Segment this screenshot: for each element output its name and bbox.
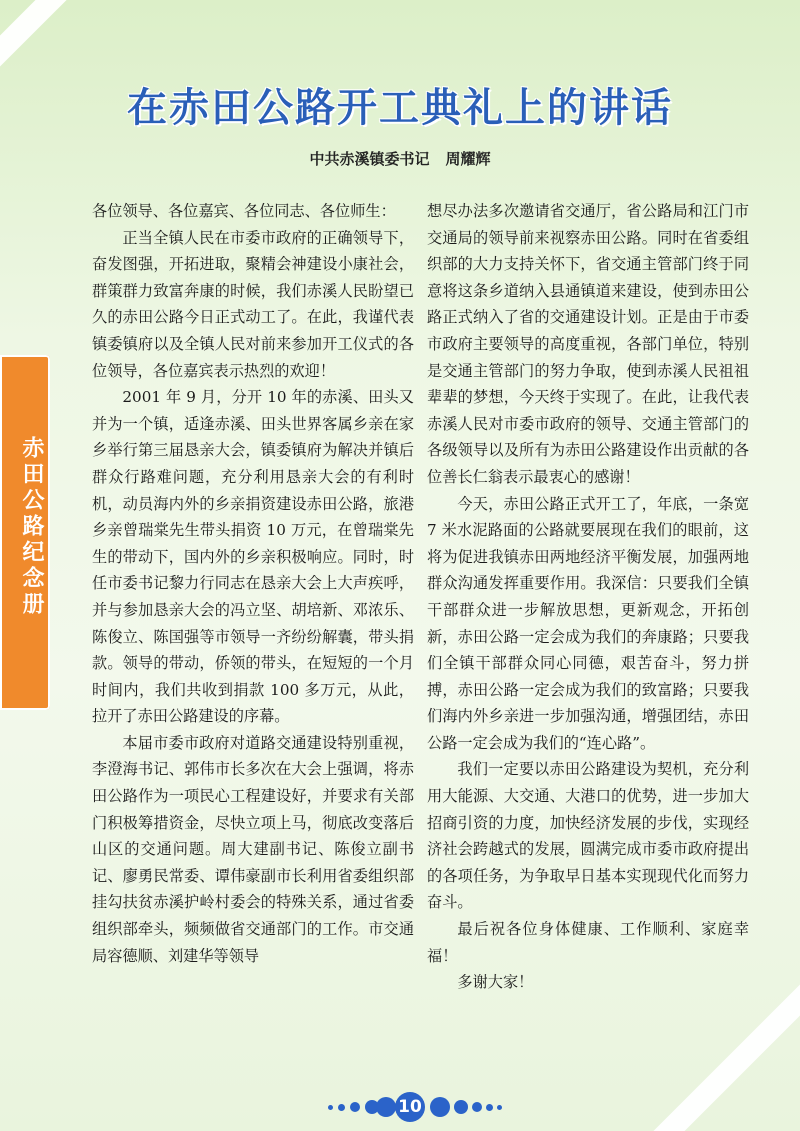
salutation-paragraph: 各位领导、各位嘉宾、各位同志、各位师生： [92, 202, 396, 220]
footer-dot [376, 1097, 396, 1117]
footer-dot [486, 1104, 493, 1111]
body-paragraph: 2001 年 9 月，分开 10 年的赤溪、田头又并为一个镇，适逢赤溪、田头世界客属乡亲在家乡举行第三届恳亲大会，镇委镇府为解决并镇后群众行路难问题，充分利用恳亲大会的有利时机，动员海内外的乡亲捐资建设赤田公路，旅港乡亲曾瑞棠先生带头捐资 10 万元，在曾瑞棠先生的带动下，国内外的乡亲积极响应。同时，时任市委书记黎力行同志在恳亲大会上大声疾呼，并与参加恳亲大会的冯立坚、胡培新、邓浓乐、陈俊立、陈国强等市领导一齐纷纷解囊，带头捐款。领导的带动，侨领的带头，在短短的一个月时间内，我们共收到捐款 100 多万元，从此，拉开了赤田公路建设的序幕。 [92, 388, 414, 726]
left-column [92, 198, 414, 969]
page-number: 10 [395, 1092, 425, 1122]
footer-dot [430, 1097, 450, 1117]
footer-dot [338, 1104, 345, 1111]
footer-dot [328, 1105, 333, 1110]
body-paragraph: 今天，赤田公路正式开工了，年底，一条宽 7 米水泥路面的公路就要展现在我们的眼前，这将为促进我镇赤田两地经济平衡发展，加强两地群众沟通发挥重要作用。我深信：只要我们全镇干部群众进一步解放思想，更新观念，开拓创新，赤田公路一定会成为我们的奔康路；只要我们全镇干部群众同心同德，艰苦奋斗，努力拼搏，赤田公路一定会成为我们的致富路；只要我们海内外乡亲进一步加强沟通，增强团结，赤田公路一定会成为我们的“连心路”。 [427, 494, 749, 752]
side-tab-label: 赤田公路纪念册 [19, 436, 44, 618]
corner-stripe-top-left [0, 0, 153, 84]
right-column [427, 198, 749, 996]
body-paragraph: 我们一定要以赤田公路建设为契机，充分利用大能源、大交通、大港口的优势，进一步加大招商引资的力度，加快经济发展的步伐，实现经济社会跨越式的发展，圆满完成市委市政府提出的各项任务，为争取早日基本实现现代化而努力奋斗。 [427, 760, 749, 912]
page-title: 在赤田公路开工典礼上的讲话 [127, 85, 673, 131]
body-paragraph-continued: 想尽办法多次邀请省交通厅，省公路局和江门市交通局的领导前来视察赤田公路。同时在省委组织部的大力支持关怀下，省交通主管部门终于同意将这条乡道纳入县通镇道来建设，使到赤田公路正式纳入了省的交通建设计划。正是由于市委市政府主要领导的高度重视，各部门单位，特别是交通主管部门的努力争取，使到赤溪人民祖祖辈辈的梦想，今天终于实现了。在此，让我代表赤溪人民对市委市政府的领导、交通主管部门的各级领导以及所有为赤田公路建设作出贡献的各位善长仁翁表示最衷心的感谢！ [427, 202, 749, 486]
footer-dot [454, 1100, 468, 1114]
closing-paragraph: 最后祝各位身体健康、工作顺利、家庭幸福！ [427, 920, 749, 965]
footer-dot [497, 1105, 502, 1110]
body-paragraph: 本届市委市政府对道路交通建设特别重视，李澄海书记、郭伟市长多次在大会上强调，将赤田公路作为一项民心工程建设好，并要求有关部门积极筹措资金，尽快立项上马，彻底改变落后山区的交通问题。周大建副书记、陈俊立副书记、廖勇民常委、谭伟豪副市长利用省委组织部挂勾扶贫赤溪护岭村委会的特殊关系，通过省委组织部牵头，频频做省交通部门的工作。市交通局容德顺、刘建华等领导 [92, 733, 414, 965]
side-tab [0, 355, 50, 710]
byline-author: 周耀辉 [445, 150, 491, 168]
byline [0, 148, 800, 169]
body-paragraph: 正当全镇人民在市委市政府的正确领导下，奋发图强，开拓进取，聚精会神建设小康社会，群策群力致富奔康的时候，我们赤溪人民盼望已久的赤田公路今日正式动工了。在此，我谨代表镇委镇府以及全镇人民对前来参加开工仪式的各位领导，各位嘉宾表示热烈的欢迎！ [92, 228, 414, 380]
page-footer [0, 1092, 800, 1122]
footer-dot [472, 1102, 482, 1112]
footer-dot [350, 1102, 360, 1112]
byline-org: 中共赤溪镇委书记 [309, 150, 430, 168]
thanks-paragraph: 多谢大家！ [457, 973, 534, 992]
